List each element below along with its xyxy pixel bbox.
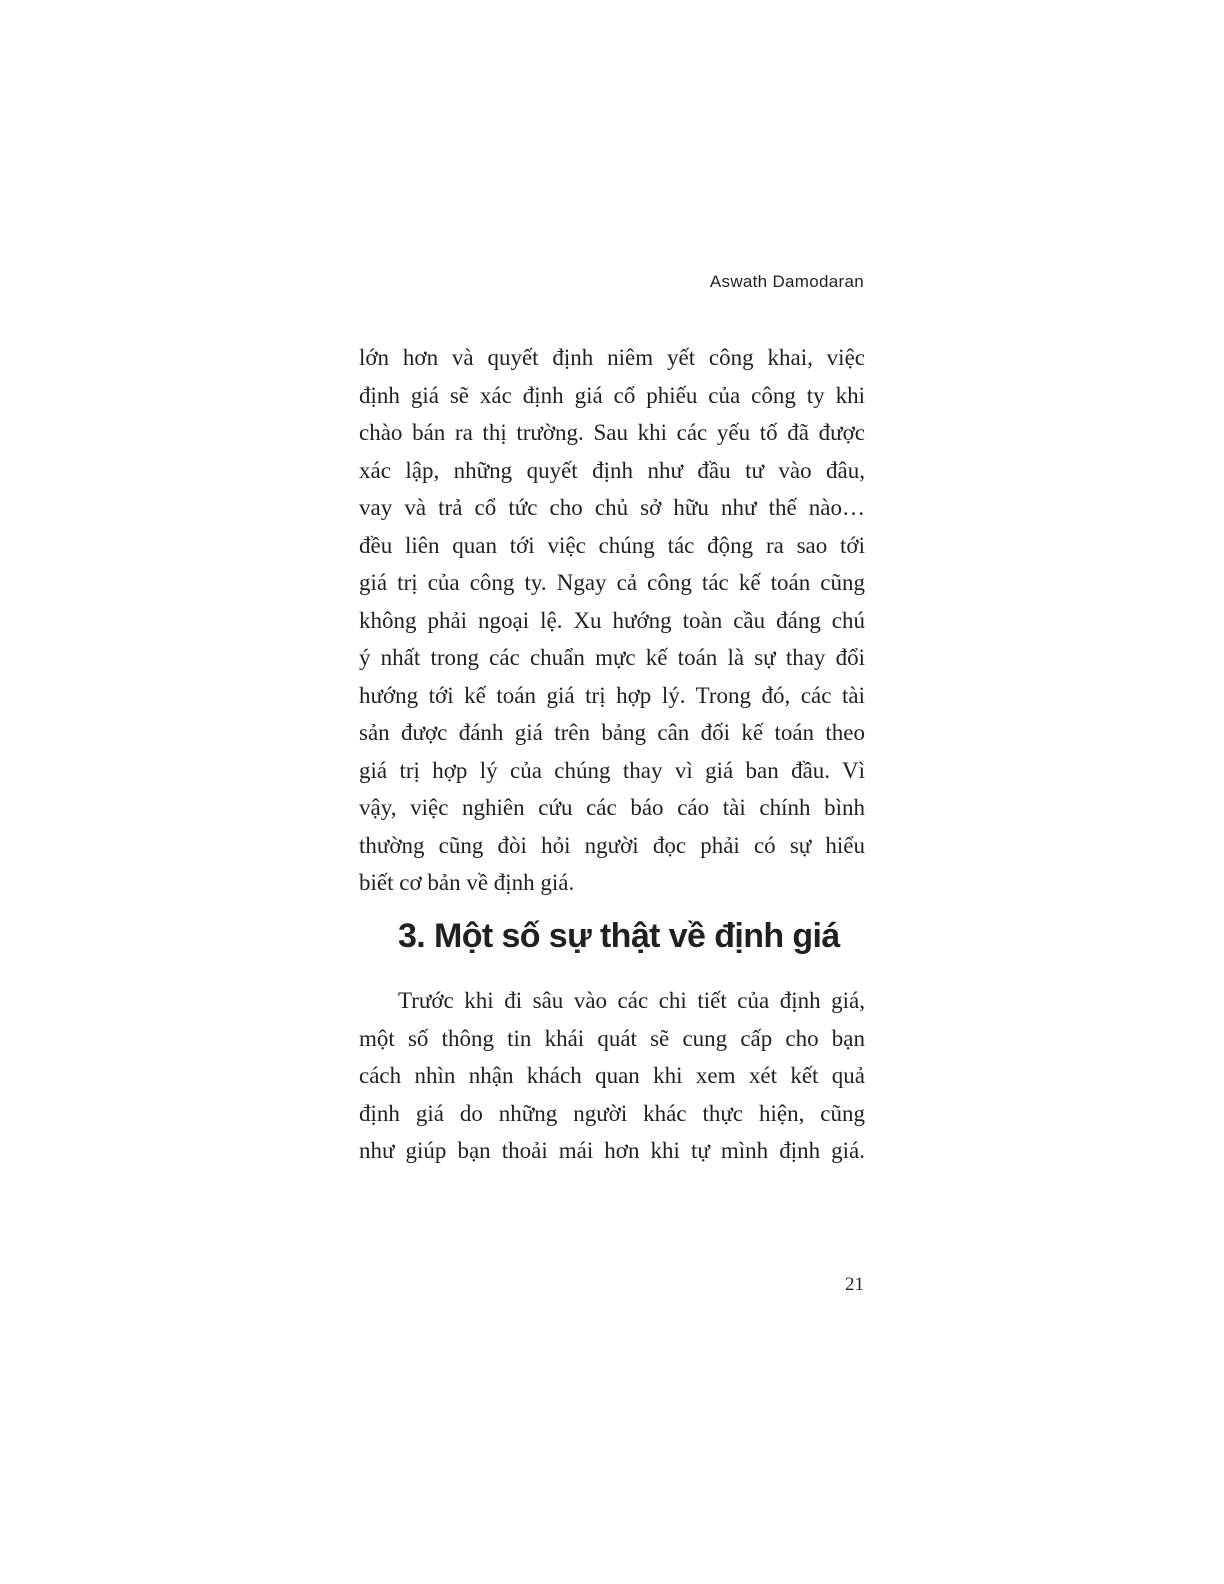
- paragraph-line: vậy, việc nghiên cứu các báo cáo tài chính bình: [359, 795, 865, 820]
- paragraph-line: định giá do những người khác thực hiện, cũng: [359, 1100, 865, 1126]
- paragraph-line: sản được đánh giá trên bảng cân đối kế toán theo: [359, 720, 865, 745]
- paragraph-line: chào bán ra thị trường. Sau khi các yếu tố đã được: [359, 420, 865, 445]
- paragraph-line: thường cũng đòi hỏi người đọc phải có sự hiểu: [359, 832, 865, 858]
- paragraph-line: Trước khi đi sâu vào các chi tiết của định giá,: [398, 988, 865, 1013]
- paragraph-line: giá trị hợp lý của chúng thay vì giá ban đầu. Vì: [359, 757, 865, 783]
- paragraph-line: như giúp bạn thoải mái hơn khi tự mình định giá.: [359, 1138, 865, 1163]
- paragraph-line: xác lập, những quyết định như đầu tư vào đâu,: [359, 457, 865, 483]
- section-heading: 3. Một số sự thật về định giá: [398, 917, 840, 955]
- paragraph-line: cách nhìn nhận khách quan khi xem xét kết quả: [359, 1063, 865, 1088]
- page-number: 21: [845, 1274, 864, 1295]
- paragraph-line: giá trị của công ty. Ngay cả công tác kế toán cũng: [359, 570, 865, 595]
- paragraph-line: lớn hơn và quyết định niêm yết công khai, việc: [359, 345, 865, 370]
- paragraph-line: ý nhất trong các chuẩn mực kế toán là sự thay đổi: [359, 645, 865, 670]
- body-paragraph-1: [359, 339, 865, 902]
- paragraph-line: một số thông tin khái quát sẽ cung cấp cho bạn: [359, 1025, 865, 1051]
- running-header-author: Aswath Damodaran: [709, 272, 864, 291]
- paragraph-line: không phải ngoại lệ. Xu hướng toàn cầu đáng chú: [359, 607, 865, 633]
- paragraph-line: hướng tới kế toán giá trị hợp lý. Trong đó, các tài: [359, 682, 865, 708]
- paragraph-line: định giá sẽ xác định giá cổ phiếu của công ty khi: [359, 382, 865, 408]
- body-paragraph-2: [359, 982, 865, 1170]
- paragraph-line: biết cơ bản về định giá.: [359, 870, 575, 895]
- paragraph-line: vay và trả cổ tức cho chủ sở hữu như thế nào…: [359, 495, 865, 520]
- paragraph-line: đều liên quan tới việc chúng tác động ra sao tới: [359, 532, 865, 558]
